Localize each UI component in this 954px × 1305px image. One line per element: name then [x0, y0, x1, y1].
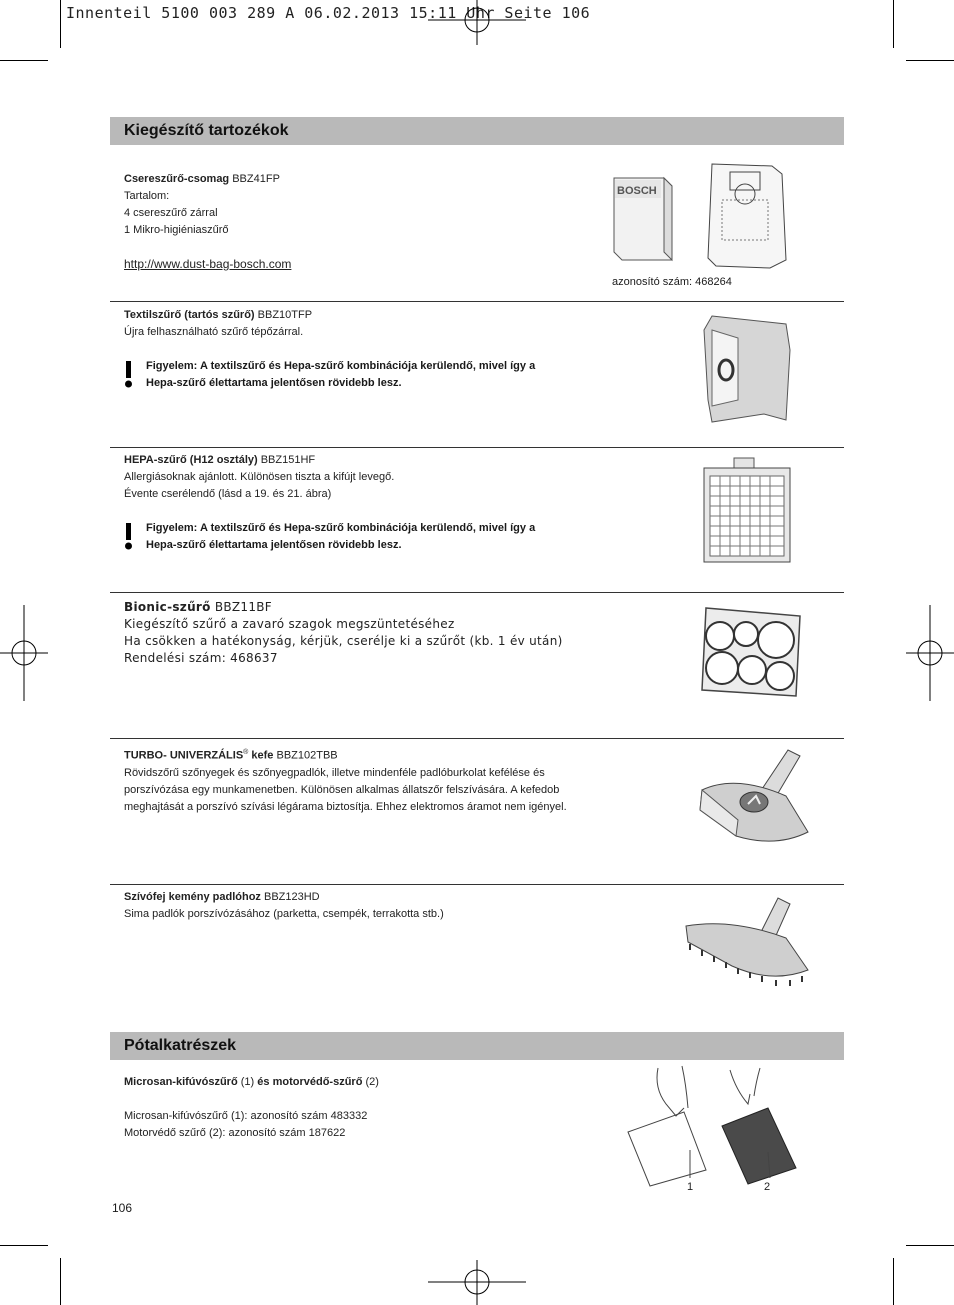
warning-textile — [124, 358, 684, 392]
dust-bag-link[interactable]: http://www.dust-bag-bosch.com — [124, 257, 292, 271]
divider — [110, 738, 844, 739]
brand-label: BOSCH — [617, 185, 657, 197]
item-ref-number: (2) — [365, 1076, 379, 1088]
section-band-accessories — [110, 117, 844, 145]
item-code: BBZ11BF — [214, 600, 273, 614]
item-bag-pack — [124, 171, 584, 273]
print-header: Innenteil 5100 003 289 A 06.02.2013 15:11 Uhr Seite 106 — [66, 4, 591, 22]
bag-pack-id: azonosító szám: 468264 — [612, 276, 732, 288]
bionic-filter-illustration — [696, 604, 806, 700]
item-name: Csereszűrő-csomag — [124, 173, 230, 185]
item-line: 4 csereszűrő zárral — [124, 207, 218, 219]
item-microsan-filters — [124, 1074, 584, 1142]
item-line: 1 Mikro-higiéniaszűrő — [124, 224, 229, 236]
item-desc: Rövidszőrű szőnyegek és szőnyegpadlók, illetve mindenféle padlóburkolat kefélése és — [124, 766, 545, 779]
exclamation-icon — [124, 523, 134, 551]
item-textile-filter — [124, 307, 664, 341]
item-hepa-filter — [124, 452, 664, 503]
item-hard-floor-nozzle — [124, 889, 684, 923]
item-name: Textilszűrő (tartós szűrő) — [124, 309, 255, 321]
item-desc: Sima padlók porszívózásához (parketta, csempék, terrakotta stb.) — [124, 908, 444, 920]
turbo-brush-illustration — [696, 746, 814, 852]
item-desc: Újra felhasználható szűrő tépőzárral. — [124, 326, 304, 338]
warning-line: Hepa-szűrő élettartama jelentősen rövidebb lesz. — [146, 539, 402, 551]
warning-line: Hepa-szűrő élettartama jelentősen rövidebb lesz. — [146, 377, 402, 389]
section-band-spare-parts — [110, 1032, 844, 1060]
item-name: Microsan-kifúvószűrő — [124, 1076, 238, 1088]
item-line: Motorvédő szűrő (2): azonosító szám 187622 — [124, 1127, 346, 1139]
item-bionic-filter — [124, 599, 684, 667]
warning-hepa — [124, 520, 684, 554]
item-desc: Ha csökken a hatékonyság, kérjük, cserélje ki a szűrőt (kb. 1 év után) — [124, 634, 563, 648]
registration-mark-left — [0, 605, 48, 701]
item-turbo-brush — [124, 744, 684, 816]
item-name-suffix: kefe — [251, 749, 274, 762]
microsan-filters-illustration — [626, 1064, 806, 1192]
section-title: Kiegészítő tartozékok — [124, 122, 289, 139]
item-desc: Évente cserélendő (lásd a 19. és 21. ábra) — [124, 488, 332, 500]
page-number: 106 — [112, 1201, 133, 1215]
item-desc: porszívózása egy munkamenetben. Különösen alkalmas állatszőr felszívására. A kefedob — [124, 783, 560, 796]
conjunction: és — [257, 1076, 270, 1088]
crop-mark — [0, 60, 48, 61]
crop-mark — [906, 60, 954, 61]
registered-mark: ® — [243, 749, 249, 756]
divider — [110, 884, 844, 885]
item-ref-number: (1) — [240, 1076, 255, 1088]
registration-mark-right — [906, 605, 954, 701]
crop-mark — [0, 1245, 48, 1246]
item-code: BBZ41FP — [232, 173, 280, 185]
hepa-filter-illustration — [700, 456, 796, 566]
figure-label-2: 2 — [764, 1181, 771, 1192]
item-desc: Kiegészítő szűrő a zavaró szagok megszüntetéséhez — [124, 617, 455, 631]
item-name: HEPA-szűrő (H12 osztály) — [124, 454, 258, 466]
item-code: BBZ123HD — [263, 891, 320, 903]
crop-mark — [893, 1258, 894, 1305]
warning-line: Figyelem: A textilszűrő és Hepa-szűrő kombinációja kerülendő, mivel így a — [146, 522, 536, 534]
item-name: TURBO- UNIVERZÁLIS — [124, 749, 244, 762]
crop-mark — [60, 1258, 61, 1305]
dust-bag-pack-illustration — [612, 160, 802, 275]
divider — [110, 447, 844, 448]
item-code: BBZ151HF — [260, 454, 316, 466]
item-line: Microsan-kifúvószűrő (1): azonosító szám 483332 — [124, 1110, 368, 1122]
item-desc: meghajtását a porszívó szívási légárama biztosítja. Ehhez elektromos áramot nem igényel. — [124, 800, 567, 813]
item-name: Bionic-szűrő — [124, 600, 211, 614]
divider — [110, 301, 844, 302]
item-name: Szívófej kemény padlóhoz — [124, 891, 261, 903]
crop-mark — [906, 1245, 954, 1246]
crop-mark — [893, 0, 894, 48]
crop-mark — [60, 0, 61, 48]
divider — [110, 592, 844, 593]
item-desc: Rendelési szám: 468637 — [124, 651, 278, 665]
warning-line: Figyelem: A textilszűrő és Hepa-szűrő kombinációja kerülendő, mivel így a — [146, 360, 536, 372]
item-desc: Allergiásoknak ajánlott. Különösen tiszta a kifújt levegő. — [124, 471, 395, 483]
item-code: BBZ102TBB — [276, 749, 338, 762]
item-line: Tartalom: — [124, 190, 170, 202]
textile-filter-illustration — [698, 310, 798, 430]
section-title: Pótalkatrészek — [124, 1037, 237, 1054]
hard-floor-nozzle-illustration — [682, 894, 814, 994]
item-name: motorvédő-szűrő — [272, 1076, 363, 1088]
exclamation-icon — [124, 361, 134, 389]
registration-mark-bottom — [428, 1260, 526, 1305]
registration-mark-top — [428, 0, 526, 45]
figure-label-1: 1 — [687, 1181, 694, 1192]
item-code: BBZ10TFP — [257, 309, 313, 321]
